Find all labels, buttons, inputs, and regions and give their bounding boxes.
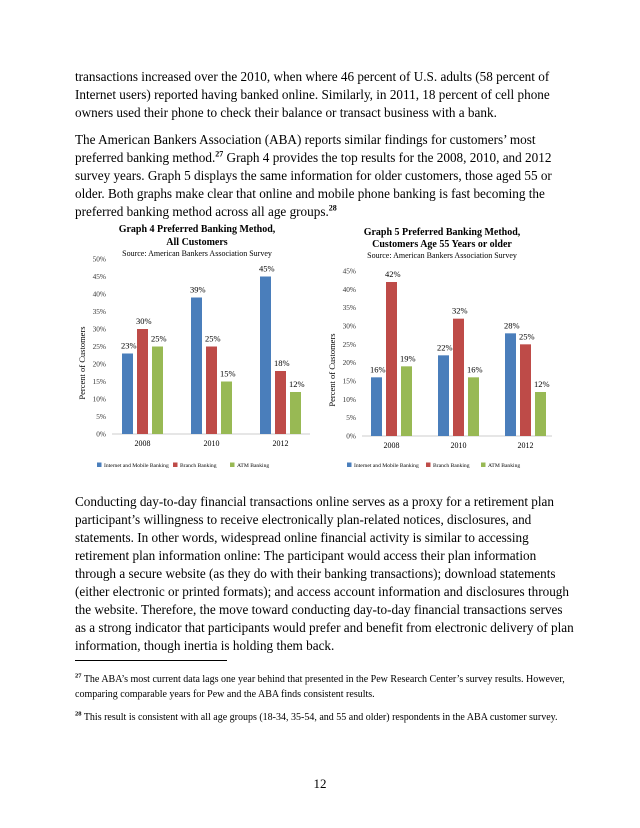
paragraph-2-text-b: Graph 4 provides the top results for the 2008, 2010, and 2012 survey years. Graph 5 displays the same information for older customers, those aged 55 or older. Both graphs make clear that online and mobile phone banking is fast becoming the preferred banking method across all age groups. <box>75 150 552 219</box>
chart-title-line2: All Customers <box>166 237 228 248</box>
data-label: 42% <box>385 269 401 279</box>
paragraph-2 <box>75 131 575 221</box>
chart-title-line1: Graph 4 Preferred Banking Method, <box>118 224 276 235</box>
footnote-28-number: 28 <box>75 710 82 718</box>
y-tick-label: 15% <box>92 377 106 386</box>
y-tick-label: 50% <box>92 254 106 264</box>
legend-swatch-internet <box>97 463 102 468</box>
graph-5-chart <box>327 218 560 478</box>
data-label: 16% <box>370 364 386 375</box>
data-label: 25% <box>151 333 167 344</box>
legend-swatch-atm <box>230 463 235 468</box>
data-label: 16% <box>467 364 483 375</box>
bar-internet-2012 <box>260 277 271 435</box>
bar-internet-2010 <box>191 298 202 435</box>
legend-swatch-branch <box>173 463 178 468</box>
bar-atm-2012 <box>290 392 301 434</box>
footnote-ref-27[interactable]: 27 <box>215 149 224 159</box>
legend-label-branch: Branch Banking <box>433 463 470 469</box>
data-label: 19% <box>400 353 416 364</box>
x-tick-label: 2008 <box>134 439 151 448</box>
data-label: 23% <box>121 340 137 351</box>
bar-internet-2008 <box>122 354 133 435</box>
bar-internet-2012 <box>505 333 516 436</box>
y-tick-label: 20% <box>92 359 106 369</box>
x-tick-label: 2012 <box>272 439 289 448</box>
paragraph-1 <box>75 68 575 122</box>
y-tick-label: 15% <box>342 376 356 386</box>
y-tick-label: 30% <box>92 324 106 334</box>
legend-swatch-internet <box>347 463 352 468</box>
paragraph-2-text-a: The American Bankers Association (ABA) reports similar findings for customers’ most preferred banking method. <box>75 132 536 165</box>
y-tick-label: 20% <box>342 358 356 368</box>
y-tick-label: 25% <box>92 342 106 351</box>
data-label: 30% <box>136 316 152 326</box>
y-tick-label: 5% <box>346 413 356 423</box>
data-label: 45% <box>259 263 275 274</box>
y-tick-label: 35% <box>342 303 356 313</box>
legend-label-atm: ATM Banking <box>488 463 521 469</box>
data-label: 25% <box>205 333 221 344</box>
bar-branch-2008 <box>137 329 148 434</box>
data-label: 12% <box>289 379 305 389</box>
y-tick-label: 25% <box>342 339 356 349</box>
data-label: 25% <box>519 331 535 342</box>
paragraph-3 <box>75 493 575 655</box>
graph-4-svg <box>77 218 312 478</box>
paragraph-1-text: transactions increased over the 2010, when where 46 percent of U.S. adults (58 percent of Internet users) reported having banked online. Similarly, in 2011, 18 percent of cell phone owners used their phone to check their balance or transact business with a bank. <box>75 69 550 120</box>
y-axis-label: Percent of Customers <box>327 333 337 407</box>
bar-branch-2008 <box>386 282 397 436</box>
legend-swatch-branch <box>426 463 431 468</box>
y-tick-label: 5% <box>96 412 106 421</box>
paragraph-3-text: Conducting day-to-day financial transactions online serves as a proxy for a retirement plan participant’s willingness to receive electronically plan-related notices, disclosures, and statements. In other words, widespread online financial activity is similar to accessing retirement plan information online: The participant would access their plan information through a secure website (as they do with their banking transactions); download statements (either electronic or printed formats); and access account information and disclosures through the website. Therefore, the move toward conducting day-to-day financial transactions serves as a strong indicator that participants would prefer and benefit from electronic delivery of plan information, though inertia is holding them back. <box>75 494 574 653</box>
data-label: 18% <box>274 358 290 368</box>
x-tick-label: 2010 <box>203 439 220 448</box>
bar-branch-2012 <box>275 371 286 434</box>
graph-5-svg <box>327 218 560 478</box>
x-tick-label: 2008 <box>383 441 400 450</box>
bar-branch-2012 <box>520 344 531 436</box>
graph-4-chart <box>77 218 312 478</box>
x-tick-label: 2012 <box>517 441 534 450</box>
data-label: 22% <box>437 342 453 353</box>
data-label: 32% <box>452 305 468 316</box>
bar-internet-2010 <box>438 355 449 436</box>
data-label: 12% <box>534 379 550 389</box>
y-tick-label: 0% <box>346 431 356 441</box>
footnote-27-text: The ABA’s most current data lags one year behind that presented in the Pew Research Center’s survey results. However, comparing comparable years for Pew and the ABA finds consistent results. <box>75 674 565 700</box>
legend-label-atm: ATM Banking <box>237 463 270 469</box>
bar-atm-2010 <box>221 382 232 435</box>
bar-internet-2008 <box>371 377 382 436</box>
y-tick-label: 30% <box>342 321 356 331</box>
y-tick-label: 45% <box>342 266 356 276</box>
y-tick-label: 10% <box>92 394 106 404</box>
legend-label-internet: Internet and Mobile Banking <box>354 463 419 469</box>
footnote-28 <box>75 710 575 725</box>
footnote-ref-28[interactable]: 28 <box>328 203 337 213</box>
legend-label-branch: Branch Banking <box>180 463 217 469</box>
chart-title-line1: Graph 5 Preferred Banking Method, <box>363 227 521 238</box>
footnote-divider <box>75 660 227 661</box>
y-tick-label: 10% <box>342 394 356 404</box>
legend-swatch-atm <box>481 463 486 468</box>
y-axis-label: Percent of Customers <box>77 326 87 400</box>
bar-atm-2008 <box>401 366 412 436</box>
page-number: 12 <box>313 776 327 791</box>
bar-branch-2010 <box>206 347 217 435</box>
chart-subtitle: Source: American Bankers Association Survey <box>367 251 517 260</box>
y-tick-label: 45% <box>92 272 106 281</box>
legend-label-internet: Internet and Mobile Banking <box>104 463 169 469</box>
y-tick-label: 0% <box>96 429 106 439</box>
x-tick-label: 2010 <box>450 441 467 450</box>
data-label: 39% <box>190 284 206 295</box>
bar-atm-2012 <box>535 392 546 436</box>
data-label: 28% <box>504 320 520 331</box>
y-tick-label: 40% <box>342 284 356 294</box>
y-tick-label: 35% <box>92 307 106 316</box>
chart-subtitle: Source: American Bankers Association Survey <box>122 249 272 258</box>
y-tick-label: 40% <box>92 289 106 299</box>
data-label: 15% <box>220 368 236 379</box>
bar-atm-2010 <box>468 377 479 436</box>
footnote-28-text: This result is consistent with all age groups (18-34, 35-54, and 55 and older) respondents in the ABA customer survey. <box>81 712 558 723</box>
bar-atm-2008 <box>152 347 163 435</box>
chart-title-line2: Customers Age 55 Years or older <box>372 239 512 250</box>
footnote-27-number: 27 <box>75 672 82 680</box>
bar-branch-2010 <box>453 319 464 436</box>
footnote-27 <box>75 672 575 702</box>
